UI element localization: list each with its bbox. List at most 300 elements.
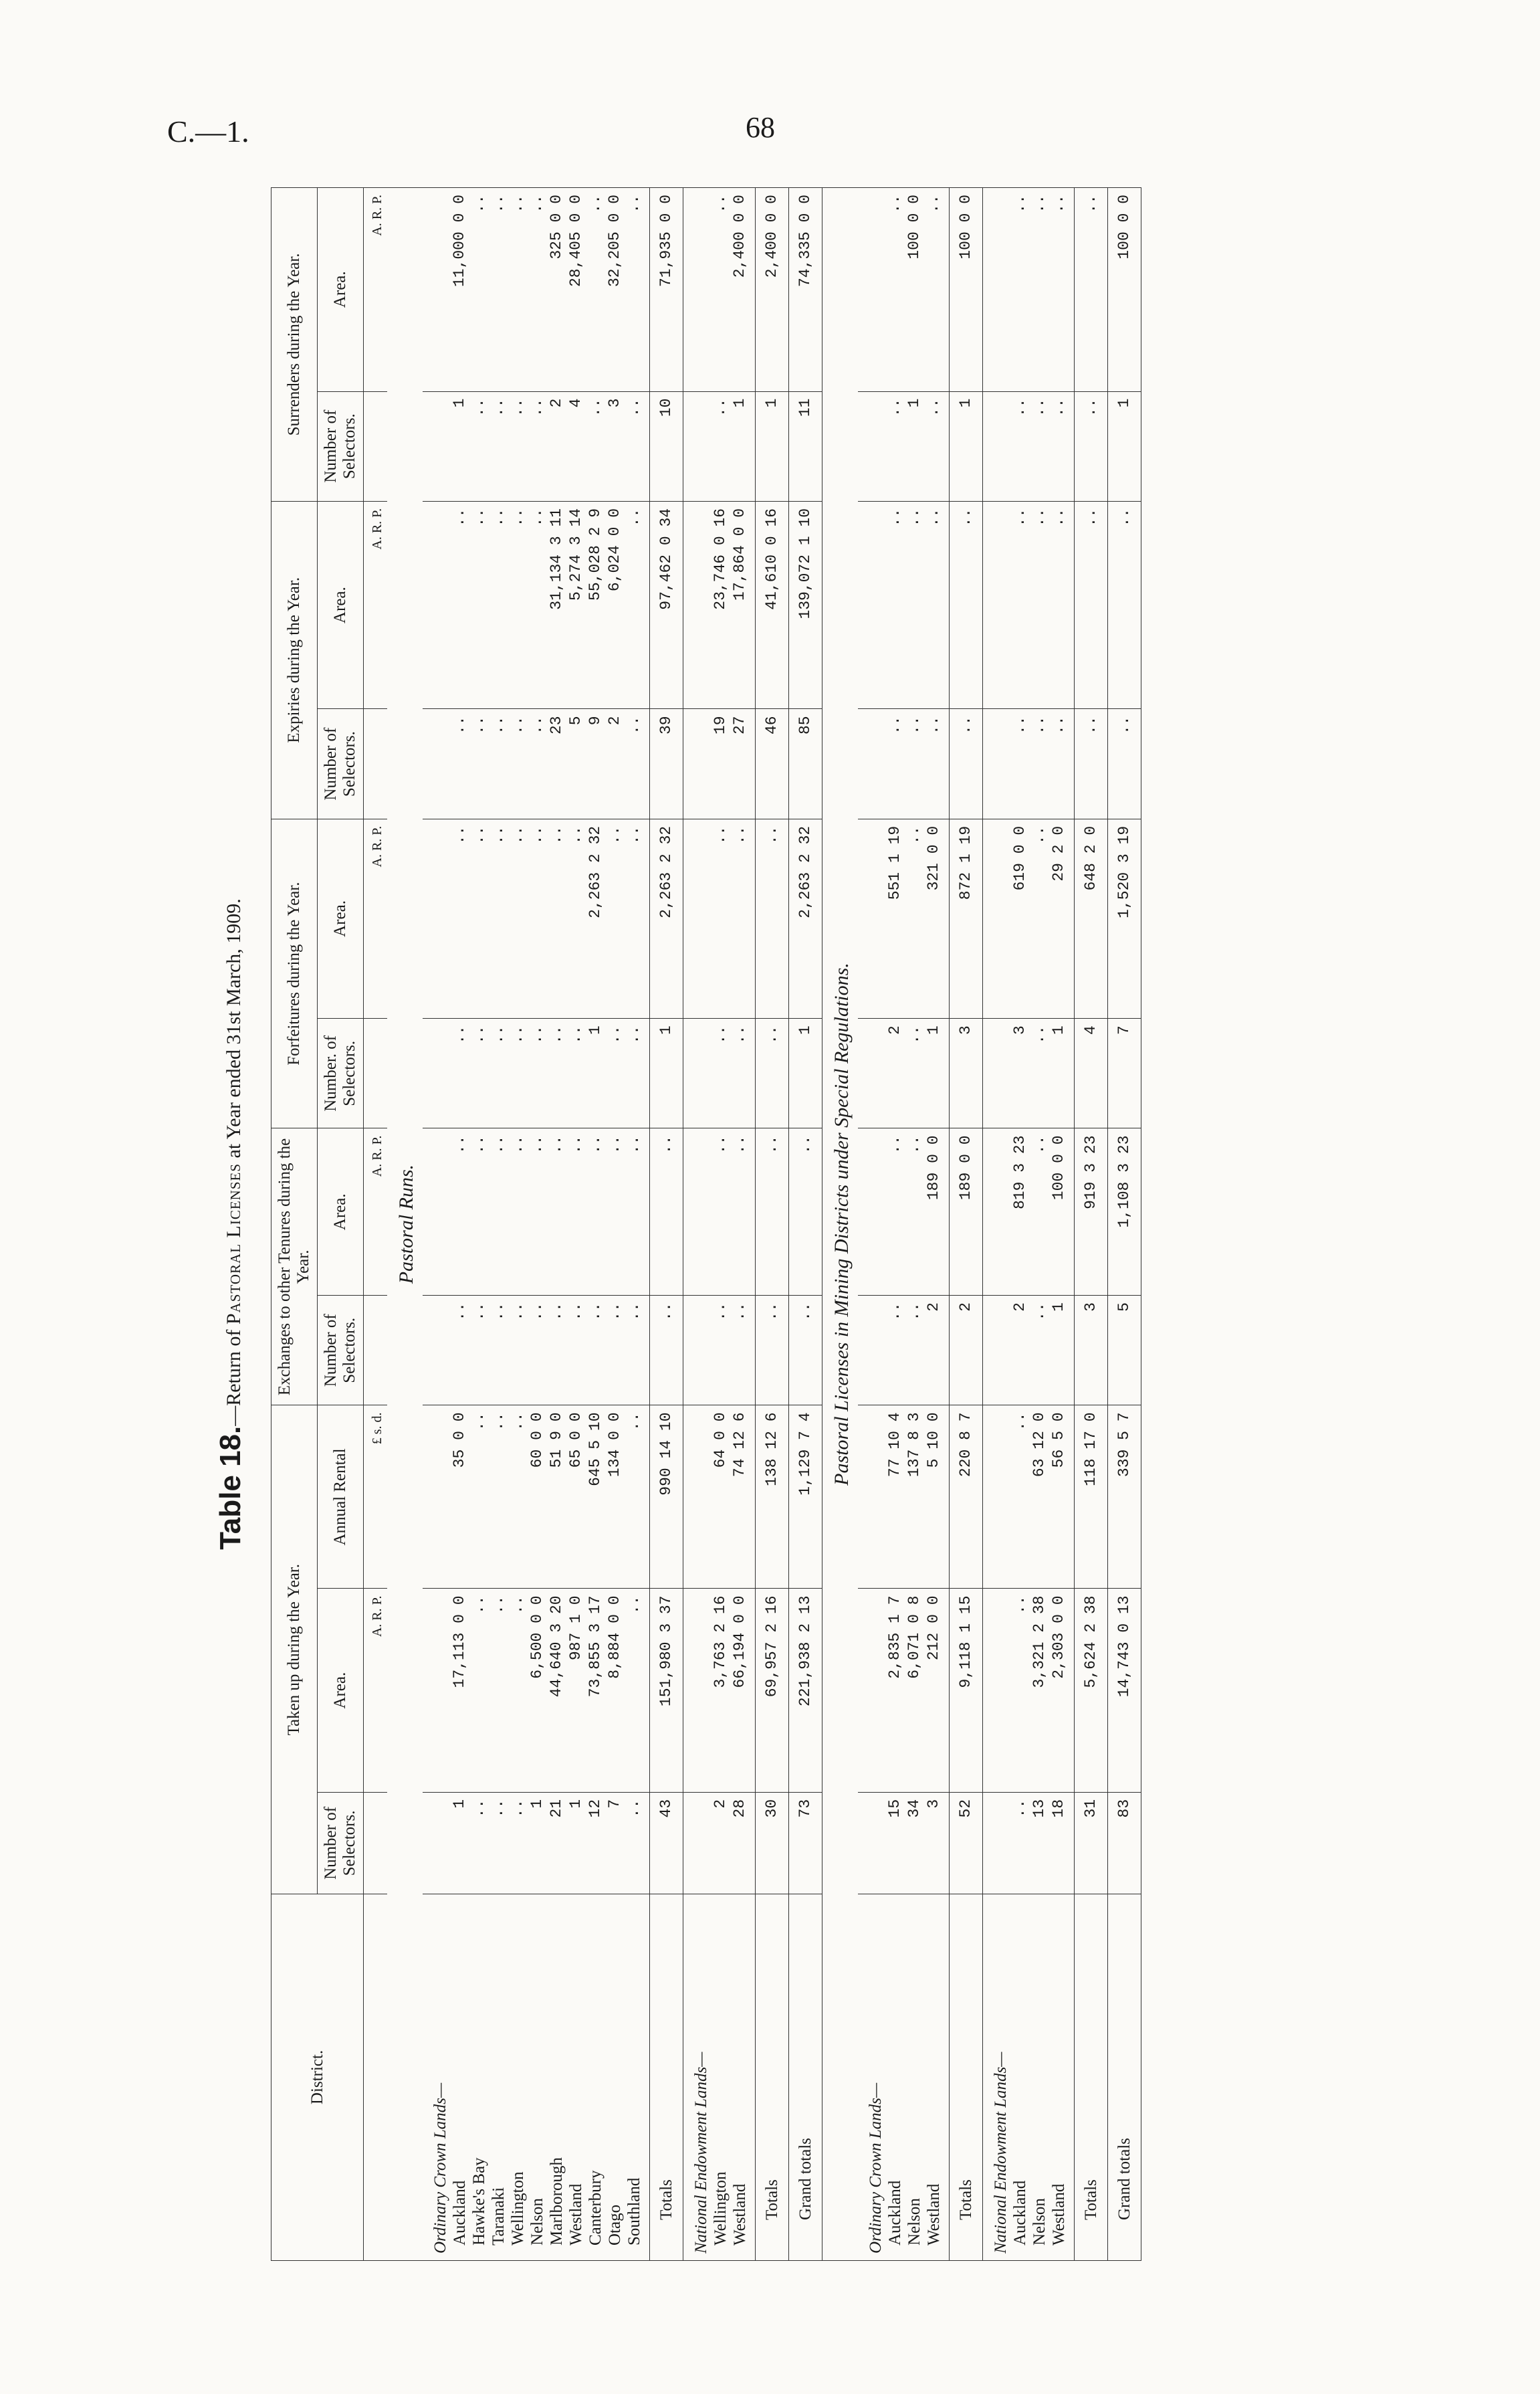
totals-row: [1075, 188, 1108, 2261]
empty-cell: [944, 1019, 950, 1128]
cell-s-n: ..: [469, 391, 489, 501]
cell-f-n: ..: [905, 1019, 924, 1128]
empty-cell: [683, 1128, 711, 1296]
table-row: [528, 188, 547, 2261]
cell-s-a: ..: [586, 188, 605, 392]
cell-x-a: ..: [469, 501, 489, 709]
cell-x-a: 55,028 2 9: [586, 501, 605, 709]
cell-t-r: 1,129 7 4: [789, 1405, 822, 1589]
cell-s-a: 2,400 0 0: [756, 188, 789, 392]
units-area: A. R. P.: [364, 1128, 388, 1296]
cell-e-a: 189 0 0: [950, 1128, 983, 1296]
header-exchanges: Exchanges to other Tenures during the Year.: [271, 1128, 318, 1405]
cell-x-n: 39: [650, 709, 683, 819]
cell-t-a: ..: [469, 1589, 489, 1792]
cell-e-n: 2: [924, 1296, 944, 1405]
district-name: Auckland: [450, 1894, 469, 2261]
cell-f-a: ..: [1030, 819, 1049, 1018]
cell-t-r: ..: [1010, 1405, 1030, 1589]
empty-cell: [683, 819, 711, 1018]
empty-cell: [983, 391, 1011, 501]
empty-cell: [1069, 1894, 1075, 2261]
cell-t-r: 65 0 0: [566, 1405, 586, 1589]
empty-cell: [858, 1296, 885, 1405]
empty-cell: [983, 1128, 1011, 1296]
cell-x-n: 2: [605, 709, 625, 819]
empty-cell: [1069, 819, 1075, 1018]
cell-t-r: 134 0 0: [605, 1405, 625, 1589]
cell-e-a: ..: [711, 1128, 730, 1296]
cell-t-n: 2: [711, 1792, 730, 1894]
cell-x-a: ..: [1030, 501, 1049, 709]
district-name: Grand totals: [789, 1894, 822, 2261]
cell-x-n: ..: [508, 709, 528, 819]
table-row: [730, 188, 750, 2261]
empty-cell: [423, 1589, 450, 1792]
units-rental: £ s. d.: [364, 1405, 388, 1589]
empty-cell: [1069, 1589, 1075, 1792]
table-row: [547, 188, 566, 2261]
table-body: [364, 188, 1141, 2261]
cell-t-r: 118 17 0: [1075, 1405, 1108, 1589]
cell-s-n: 11: [789, 391, 822, 501]
cell-e-n: ..: [789, 1296, 822, 1405]
header-taken-number: Number of Selectors.: [318, 1792, 364, 1894]
cell-x-n: ..: [905, 709, 924, 819]
cell-x-a: 31,134 3 11: [547, 501, 566, 709]
cell-t-a: 212 0 0: [924, 1589, 944, 1792]
cell-t-n: ..: [1010, 1792, 1030, 1894]
cell-s-a: 100 0 0: [950, 188, 983, 392]
empty-cell: [644, 1894, 650, 2261]
cell-e-n: ..: [1030, 1296, 1049, 1405]
cell-t-a: 221,938 2 13: [789, 1589, 822, 1792]
empty-cell: [644, 1128, 650, 1296]
empty-cell: [858, 819, 885, 1018]
cell-s-n: ..: [1030, 391, 1049, 501]
district-name: Wellington: [711, 1894, 730, 2261]
title-smallcaps: Pastoral Licenses: [223, 1163, 245, 1325]
cell-x-a: 139,072 1 10: [789, 501, 822, 709]
cell-s-n: 4: [566, 391, 586, 501]
cell-x-a: ..: [1049, 501, 1069, 709]
cell-t-r: 56 5 0: [1049, 1405, 1069, 1589]
district-name: Wellington: [508, 1894, 528, 2261]
empty-cell: [858, 1589, 885, 1792]
cell-x-n: 46: [756, 709, 789, 819]
empty-cell: [1069, 1019, 1075, 1128]
district-name: Totals: [1075, 1894, 1108, 2261]
cell-t-a: 14,743 0 13: [1108, 1589, 1141, 1792]
empty-cell: [983, 1405, 1011, 1589]
cell-e-n: ..: [711, 1296, 730, 1405]
table-row: [924, 188, 944, 2261]
grand-totals-row: [1108, 188, 1141, 2261]
empty-cell: [644, 1589, 650, 1792]
cell-t-r: 74 12 6: [730, 1405, 750, 1589]
empty-cell: [644, 391, 650, 501]
district-name: Canterbury: [586, 1894, 605, 2261]
cell-t-n: 7: [605, 1792, 625, 1894]
cell-f-n: 3: [950, 1019, 983, 1128]
cell-e-a: ..: [508, 1128, 528, 1296]
cell-s-n: 10: [650, 391, 683, 501]
cell-s-a: 100 0 0: [905, 188, 924, 392]
cell-t-a: ..: [1010, 1589, 1030, 1792]
table-row: [905, 188, 924, 2261]
cell-e-a: ..: [450, 1128, 469, 1296]
table-label: Table 18.: [214, 1425, 247, 1550]
cell-t-n: 15: [885, 1792, 905, 1894]
cell-e-a: ..: [625, 1128, 644, 1296]
district-name: Westland: [924, 1894, 944, 2261]
cell-t-n: 3: [924, 1792, 944, 1894]
cell-s-a: ..: [1049, 188, 1069, 392]
cell-s-a: ..: [508, 188, 528, 392]
empty-cell: [683, 501, 711, 709]
empty-cell: [750, 819, 756, 1018]
cell-s-a: ..: [1010, 188, 1030, 392]
cell-f-a: ..: [450, 819, 469, 1018]
empty-cell: [944, 1589, 950, 1792]
cell-t-a: 69,957 2 16: [756, 1589, 789, 1792]
empty-cell: [423, 819, 450, 1018]
cell-f-n: ..: [508, 1019, 528, 1128]
cell-t-n: 12: [586, 1792, 605, 1894]
section-title-row: [822, 188, 859, 2261]
cell-t-n: ..: [469, 1792, 489, 1894]
empty-cell: [944, 188, 950, 392]
group-label-row: [858, 188, 885, 2261]
district-name: Nelson: [1030, 1894, 1049, 2261]
district-name: Totals: [756, 1894, 789, 2261]
cell-s-n: ..: [625, 391, 644, 501]
cell-f-n: ..: [489, 1019, 508, 1128]
district-name: Taranaki: [489, 1894, 508, 2261]
cell-e-n: ..: [756, 1296, 789, 1405]
cell-t-a: 66,194 0 0: [730, 1589, 750, 1792]
cell-f-n: ..: [625, 1019, 644, 1128]
cell-x-a: 41,610 0 16: [756, 501, 789, 709]
cell-t-n: ..: [625, 1792, 644, 1894]
empty-cell: [944, 1405, 950, 1589]
cell-x-n: ..: [924, 709, 944, 819]
cell-t-n: 43: [650, 1792, 683, 1894]
cell-s-a: ..: [885, 188, 905, 392]
cell-x-a: 6,024 0 0: [605, 501, 625, 709]
cell-t-a: ..: [625, 1589, 644, 1792]
cell-s-a: ..: [489, 188, 508, 392]
empty-cell: [644, 1019, 650, 1128]
cell-e-n: ..: [489, 1296, 508, 1405]
empty-cell: [983, 819, 1011, 1018]
cell-x-n: ..: [885, 709, 905, 819]
cell-e-n: ..: [625, 1296, 644, 1405]
totals-row: [756, 188, 789, 2261]
cell-s-a: 32,205 0 0: [605, 188, 625, 392]
spacer-row: [750, 188, 756, 2261]
group-label-row: [423, 188, 450, 2261]
empty-cell: [423, 709, 450, 819]
cell-f-n: 7: [1108, 1019, 1141, 1128]
cell-x-a: 23,746 0 16: [711, 501, 730, 709]
cell-t-a: 9,118 1 15: [950, 1589, 983, 1792]
cell-f-n: 1: [586, 1019, 605, 1128]
header-surr-number: Number of Selectors.: [318, 391, 364, 501]
table-title: [194, 187, 267, 2261]
cell-s-a: 11,000 0 0: [450, 188, 469, 392]
cell-x-n: 5: [566, 709, 586, 819]
cell-x-a: ..: [924, 501, 944, 709]
cell-s-n: 1: [730, 391, 750, 501]
cell-x-n: ..: [469, 709, 489, 819]
cell-t-a: 6,071 0 8: [905, 1589, 924, 1792]
empty-cell: [423, 188, 450, 392]
title-lead: —Return of: [223, 1324, 245, 1426]
cell-f-n: ..: [528, 1019, 547, 1128]
header-exch-area: Area.: [318, 1128, 364, 1296]
group-label: Ordinary Crown Lands—: [423, 1894, 450, 2261]
cell-e-n: 2: [950, 1296, 983, 1405]
cell-f-n: 3: [1010, 1019, 1030, 1128]
cell-x-n: ..: [950, 709, 983, 819]
cell-s-a: ..: [924, 188, 944, 392]
cell-f-a: ..: [469, 819, 489, 1018]
cell-t-a: 5,624 2 38: [1075, 1589, 1108, 1792]
table-row: [711, 188, 730, 2261]
district-name: Westland: [566, 1894, 586, 2261]
cell-s-n: ..: [528, 391, 547, 501]
header-forf-number: Number. of Selectors.: [318, 1019, 364, 1128]
cell-t-n: 31: [1075, 1792, 1108, 1894]
district-name: Westland: [1049, 1894, 1069, 2261]
cell-t-a: 44,640 3 20: [547, 1589, 566, 1792]
cell-e-n: 2: [1010, 1296, 1030, 1405]
section-title: Pastoral Runs.: [387, 188, 423, 2261]
district-name: Nelson: [905, 1894, 924, 2261]
cell-t-r: 63 12 0: [1030, 1405, 1049, 1589]
cell-x-a: ..: [885, 501, 905, 709]
cell-t-r: ..: [625, 1405, 644, 1589]
cell-t-r: 35 0 0: [450, 1405, 469, 1589]
district-name: Totals: [950, 1894, 983, 2261]
cell-t-a: ..: [508, 1589, 528, 1792]
cell-e-a: ..: [789, 1128, 822, 1296]
cell-t-r: 339 5 7: [1108, 1405, 1141, 1589]
header-expiries: Expiries during the Year.: [271, 501, 318, 819]
empty-cell: [683, 1589, 711, 1792]
cell-x-a: ..: [528, 501, 547, 709]
cell-e-a: ..: [528, 1128, 547, 1296]
cell-e-n: ..: [508, 1296, 528, 1405]
cell-f-a: ..: [756, 819, 789, 1018]
table-row: [605, 188, 625, 2261]
empty-cell: [644, 188, 650, 392]
cell-e-a: ..: [905, 1128, 924, 1296]
cell-s-a: 28,405 0 0: [566, 188, 586, 392]
empty-cell: [858, 501, 885, 709]
cell-f-n: ..: [730, 1019, 750, 1128]
cell-e-a: 100 0 0: [1049, 1128, 1069, 1296]
district-name: Auckland: [885, 1894, 905, 2261]
empty-cell: [944, 1296, 950, 1405]
header-forf-area: Area.: [318, 819, 364, 1018]
empty-cell: [423, 501, 450, 709]
cell-e-a: 189 0 0: [924, 1128, 944, 1296]
cell-t-n: ..: [508, 1792, 528, 1894]
cell-f-n: 1: [1049, 1019, 1069, 1128]
cell-t-n: 13: [1030, 1792, 1049, 1894]
cell-e-n: ..: [586, 1296, 605, 1405]
cell-x-n: ..: [1030, 709, 1049, 819]
cell-s-n: 2: [547, 391, 566, 501]
cell-f-n: ..: [1030, 1019, 1049, 1128]
table-row: [489, 188, 508, 2261]
empty-cell: [750, 709, 756, 819]
district-name: Marlborough: [547, 1894, 566, 2261]
district-name: Grand totals: [1108, 1894, 1141, 2261]
empty-cell: [644, 1405, 650, 1589]
cell-e-a: ..: [547, 1128, 566, 1296]
empty-cell: [683, 1792, 711, 1894]
empty-cell: [1069, 1128, 1075, 1296]
group-label-row: [983, 188, 1011, 2261]
cell-s-a: ..: [469, 188, 489, 392]
cell-x-n: 9: [586, 709, 605, 819]
cell-x-n: ..: [1075, 709, 1108, 819]
cell-t-a: 987 1 0: [566, 1589, 586, 1792]
empty-cell: [644, 1296, 650, 1405]
cell-t-a: 2,303 0 0: [1049, 1589, 1069, 1792]
empty-cell: [858, 1128, 885, 1296]
grand-totals-row: [789, 188, 822, 2261]
cell-e-n: ..: [730, 1296, 750, 1405]
cell-x-a: ..: [450, 501, 469, 709]
cell-x-a: ..: [905, 501, 924, 709]
cell-t-n: 83: [1108, 1792, 1141, 1894]
empty-cell: [423, 1019, 450, 1128]
cell-e-a: ..: [650, 1128, 683, 1296]
units-area: A. R. P.: [364, 1589, 388, 1792]
empty-cell: [944, 391, 950, 501]
table-row: [1010, 188, 1030, 2261]
group-label: Ordinary Crown Lands—: [858, 1894, 885, 2261]
cell-t-r: 990 14 10: [650, 1405, 683, 1589]
cell-x-n: ..: [528, 709, 547, 819]
section-title-row: [387, 188, 423, 2261]
cell-f-a: 2,263 2 32: [586, 819, 605, 1018]
header-surr-area: Area.: [318, 188, 364, 392]
cell-f-n: ..: [566, 1019, 586, 1128]
units-row: [364, 188, 388, 2261]
empty-cell: [750, 1296, 756, 1405]
section-title: Pastoral Licenses in Mining Districts under Special Regulations.: [822, 188, 859, 2261]
empty-cell: [983, 501, 1011, 709]
spacer-row: [944, 188, 950, 2261]
cell-t-n: 18: [1049, 1792, 1069, 1894]
header-taken-area: Area.: [318, 1589, 364, 1792]
empty-cell: [644, 709, 650, 819]
cell-e-a: ..: [885, 1128, 905, 1296]
cell-e-n: 5: [1108, 1296, 1141, 1405]
empty-cell: [1069, 188, 1075, 392]
empty-cell: [944, 1128, 950, 1296]
cell-f-n: ..: [450, 1019, 469, 1128]
empty-cell: [858, 1019, 885, 1128]
rotated-table-container: [194, 187, 1398, 2261]
cell-x-n: 27: [730, 709, 750, 819]
empty-cell: [858, 1792, 885, 1894]
cell-t-r: 51 9 0: [547, 1405, 566, 1589]
cell-t-r: 77 10 4: [885, 1405, 905, 1589]
cell-s-a: 325 0 0: [547, 188, 566, 392]
cell-t-n: 52: [950, 1792, 983, 1894]
cell-x-a: ..: [489, 501, 508, 709]
cell-t-r: 220 8 7: [950, 1405, 983, 1589]
cell-x-n: ..: [1010, 709, 1030, 819]
cell-t-n: ..: [489, 1792, 508, 1894]
cell-e-n: ..: [547, 1296, 566, 1405]
cell-f-a: ..: [605, 819, 625, 1018]
district-name: Westland: [730, 1894, 750, 2261]
cell-t-r: 138 12 6: [756, 1405, 789, 1589]
empty-cell: [423, 1296, 450, 1405]
empty-cell: [983, 1589, 1011, 1792]
cell-f-n: ..: [756, 1019, 789, 1128]
empty-cell: [1069, 391, 1075, 501]
cell-s-a: 71,935 0 0: [650, 188, 683, 392]
empty-cell: [683, 1019, 711, 1128]
empty-cell: [750, 501, 756, 709]
cell-f-a: ..: [566, 819, 586, 1018]
table-row: [625, 188, 644, 2261]
cell-f-a: 551 1 19: [885, 819, 905, 1018]
cell-e-a: ..: [586, 1128, 605, 1296]
cell-f-a: ..: [508, 819, 528, 1018]
cell-f-a: ..: [625, 819, 644, 1018]
cell-x-n: ..: [489, 709, 508, 819]
empty-cell: [944, 819, 950, 1018]
cell-t-n: 34: [905, 1792, 924, 1894]
empty-cell: [750, 1405, 756, 1589]
cell-t-n: 21: [547, 1792, 566, 1894]
returns-table: [271, 187, 1141, 2261]
header-exp-number: Number of Selectors.: [318, 709, 364, 819]
table-row: [586, 188, 605, 2261]
district-name: Auckland: [1010, 1894, 1030, 2261]
cell-s-n: 1: [450, 391, 469, 501]
cell-e-a: 919 3 23: [1075, 1128, 1108, 1296]
empty-cell: [983, 709, 1011, 819]
cell-f-n: ..: [469, 1019, 489, 1128]
cell-x-a: ..: [508, 501, 528, 709]
cell-x-n: 85: [789, 709, 822, 819]
cell-t-a: ..: [489, 1589, 508, 1792]
empty-cell: [750, 391, 756, 501]
cell-t-a: 6,500 0 0: [528, 1589, 547, 1792]
empty-cell: [683, 188, 711, 392]
cell-x-a: 17,864 0 0: [730, 501, 750, 709]
cell-t-n: 30: [756, 1792, 789, 1894]
cell-s-a: 100 0 0: [1108, 188, 1141, 392]
empty-cell: [423, 1792, 450, 1894]
cell-f-n: ..: [547, 1019, 566, 1128]
cell-s-a: ..: [1030, 188, 1049, 392]
cell-e-a: ..: [489, 1128, 508, 1296]
cell-x-n: ..: [1108, 709, 1141, 819]
empty-cell: [750, 1589, 756, 1792]
empty-cell: [1069, 1405, 1075, 1589]
